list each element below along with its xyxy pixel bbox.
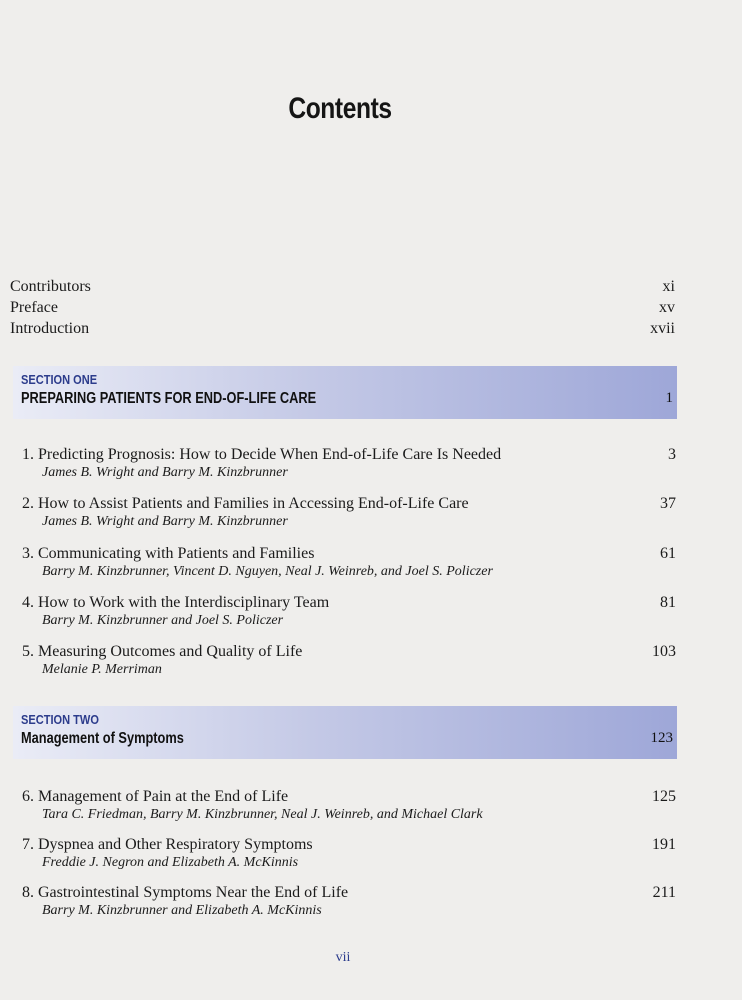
front-matter-row	[10, 319, 675, 339]
section-page: 123	[650, 730, 673, 746]
chapter-authors: James B. Wright and Barry M. Kinzbrunner	[42, 514, 288, 529]
chapter-entry	[22, 545, 676, 580]
section-label: SECTION TWO	[21, 712, 99, 727]
chapter-page: 125	[652, 788, 676, 805]
chapter-page: 61	[660, 545, 676, 562]
page-title: Contents	[288, 92, 392, 125]
chapter-number: 3.	[22, 545, 34, 562]
chapter-authors: Melanie P. Merriman	[42, 662, 162, 677]
chapter-number: 8.	[22, 884, 34, 901]
chapter-title: How to Assist Patients and Families in Accessing End-of-Life Care	[38, 495, 469, 512]
chapter-page: 81	[660, 594, 676, 611]
chapter-title: Gastrointestinal Symptoms Near the End of Life	[38, 884, 349, 901]
chapter-number: 2.	[22, 495, 34, 512]
chapter-page: 211	[652, 884, 676, 901]
chapter-entry	[22, 884, 676, 919]
chapter-title: Measuring Outcomes and Quality of Life	[38, 643, 303, 660]
front-matter-row	[10, 277, 675, 297]
chapter-page: 37	[660, 495, 676, 512]
front-matter-label: Introduction	[10, 320, 90, 337]
chapter-number: 1.	[22, 446, 34, 463]
chapter-number: 5.	[22, 643, 34, 660]
chapter-entry	[22, 836, 676, 871]
chapter-authors: Barry M. Kinzbrunner, Vincent D. Nguyen, Neal J. Weinreb, and Joel S. Policzer	[42, 564, 493, 579]
chapter-entry	[22, 594, 676, 629]
chapter-title: Dyspnea and Other Respiratory Symptoms	[38, 836, 313, 853]
section-header	[13, 706, 677, 759]
front-matter-page: xi	[662, 278, 675, 295]
chapter-number: 6.	[22, 788, 34, 805]
chapter-page: 103	[652, 643, 676, 660]
chapter-entry	[22, 788, 676, 823]
chapter-number: 7.	[22, 836, 34, 853]
chapter-authors: James B. Wright and Barry M. Kinzbrunner	[42, 465, 288, 480]
section-title: PREPARING PATIENTS FOR END-OF-LIFE CARE	[21, 390, 317, 407]
front-matter-page: xvii	[650, 320, 675, 337]
chapter-number: 4.	[22, 594, 34, 611]
front-matter-page: xv	[659, 299, 675, 316]
chapter-page: 191	[652, 836, 676, 853]
front-matter-label: Preface	[10, 299, 58, 316]
chapter-page: 3	[668, 446, 676, 463]
chapter-authors: Freddie J. Negron and Elizabeth A. McKinnis	[42, 855, 299, 870]
chapter-title: Predicting Prognosis: How to Decide When End-of-Life Care Is Needed	[38, 446, 502, 463]
chapter-title: How to Work with the Interdisciplinary Team	[38, 594, 330, 611]
chapter-title: Management of Pain at the End of Life	[38, 788, 289, 805]
front-matter-label: Contributors	[10, 278, 91, 295]
chapter-entry	[22, 495, 676, 530]
chapter-entry	[22, 446, 676, 481]
section-header	[13, 366, 677, 419]
front-matter-row	[10, 298, 675, 318]
section-title: Management of Symptoms	[21, 730, 184, 747]
chapter-title: Communicating with Patients and Families	[38, 545, 315, 562]
chapter-authors: Barry M. Kinzbrunner and Elizabeth A. McKinnis	[42, 903, 322, 918]
page-number: vii	[335, 950, 351, 965]
chapter-authors: Barry M. Kinzbrunner and Joel S. Policzer	[42, 613, 284, 628]
section-page: 1	[665, 390, 673, 406]
chapter-entry	[22, 643, 676, 678]
chapter-authors: Tara C. Friedman, Barry M. Kinzbrunner, Neal J. Weinreb, and Michael Clark	[42, 807, 483, 822]
section-label: SECTION ONE	[21, 372, 98, 387]
